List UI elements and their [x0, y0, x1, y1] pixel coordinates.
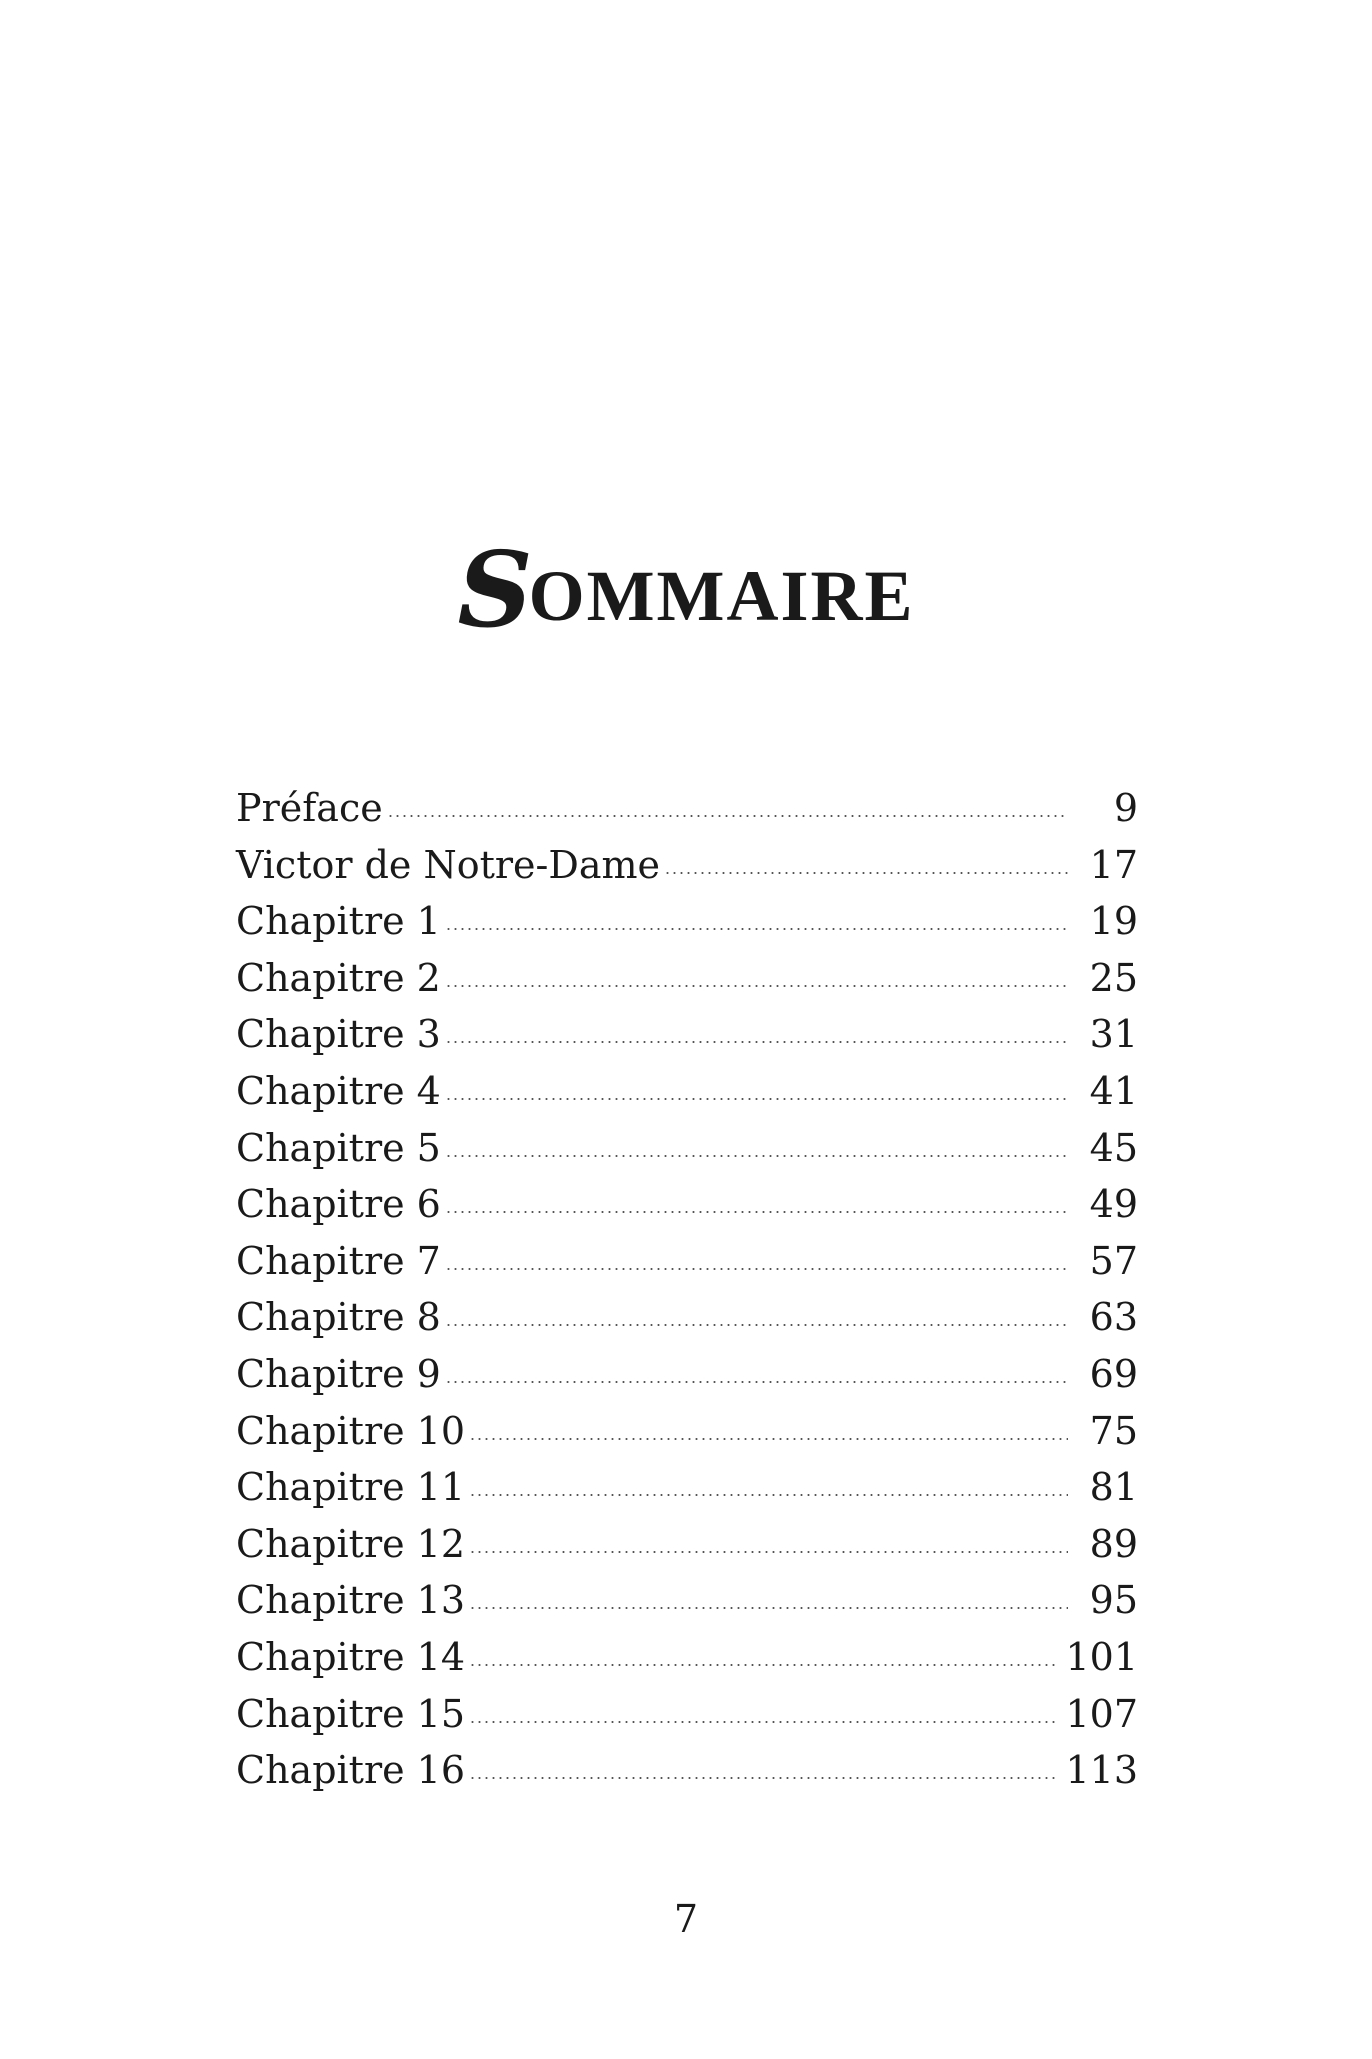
toc-entry-label: Chapitre 4: [236, 1068, 441, 1113]
dot-leader: [469, 1551, 1068, 1553]
toc-entry-page: 75: [1089, 1408, 1138, 1453]
dot-leader: [445, 1381, 1068, 1383]
toc-entry[interactable]: [236, 1686, 1138, 1743]
toc-entry[interactable]: [236, 893, 1138, 950]
toc-entry-page: 9: [1113, 786, 1138, 830]
dot-leader: [445, 1324, 1068, 1326]
dot-leader: [445, 1098, 1068, 1100]
dot-leader: [469, 1494, 1068, 1496]
dot-leader: [469, 1607, 1068, 1609]
dot-leader: [469, 1664, 1059, 1666]
dot-leader: [469, 1438, 1068, 1440]
toc-entry[interactable]: [236, 1006, 1138, 1063]
toc-entry[interactable]: [236, 780, 1138, 837]
toc-entry-page: 89: [1089, 1521, 1138, 1566]
toc-entry[interactable]: [236, 950, 1138, 1007]
toc-entry[interactable]: [236, 1233, 1138, 1290]
toc-entry[interactable]: [236, 1176, 1138, 1233]
toc-entry-page: 25: [1089, 955, 1138, 1000]
toc-entry-label: Chapitre 6: [236, 1182, 441, 1227]
dot-leader: [445, 928, 1068, 930]
toc-entry-label: Chapitre 2: [236, 955, 441, 1000]
dot-leader: [664, 872, 1068, 874]
toc-entry-label: Chapitre 8: [236, 1295, 441, 1340]
toc-entry-page: 45: [1089, 1125, 1138, 1170]
toc-entry-page: 63: [1089, 1295, 1138, 1340]
toc-entry-page: 81: [1089, 1465, 1138, 1510]
toc-entry-label: Chapitre 1: [236, 899, 441, 944]
toc-entry-page: 95: [1089, 1578, 1138, 1623]
dot-leader: [445, 1155, 1068, 1157]
dot-leader: [445, 1268, 1068, 1270]
table-of-contents: [236, 780, 1138, 1799]
toc-entry-page: 69: [1089, 1351, 1138, 1396]
title-initial: S: [457, 528, 535, 652]
toc-entry[interactable]: [236, 1572, 1138, 1629]
title-rest: OMMAIRE: [528, 556, 915, 637]
toc-entry-page: 107: [1065, 1691, 1138, 1736]
toc-entry-page: 31: [1089, 1012, 1138, 1057]
toc-entry[interactable]: [236, 1289, 1138, 1346]
toc-entry-label: Chapitre 3: [236, 1012, 441, 1057]
toc-entry-label: Préface: [236, 786, 383, 830]
toc-entry[interactable]: [236, 1516, 1138, 1573]
toc-entry-page: 49: [1089, 1182, 1138, 1227]
toc-entry-label: Chapitre 13: [236, 1578, 466, 1623]
toc-entry-page: 113: [1065, 1748, 1138, 1793]
dot-leader: [469, 1777, 1059, 1779]
toc-entry[interactable]: [236, 1403, 1138, 1460]
toc-entry-label: Chapitre 5: [236, 1125, 441, 1170]
dot-leader: [387, 815, 1068, 817]
toc-entry-page: 19: [1089, 899, 1138, 944]
toc-entry-page: 17: [1089, 842, 1138, 887]
toc-entry[interactable]: [236, 1063, 1138, 1120]
dot-leader: [445, 985, 1068, 987]
toc-entry-label: Chapitre 12: [236, 1521, 466, 1566]
toc-entry-label: Chapitre 10: [236, 1408, 466, 1453]
toc-entry[interactable]: [236, 1459, 1138, 1516]
dot-leader: [445, 1041, 1068, 1043]
toc-entry[interactable]: [236, 1120, 1138, 1177]
toc-entry[interactable]: [236, 837, 1138, 894]
page-number: 7: [673, 1897, 699, 1941]
toc-entry[interactable]: [236, 1742, 1138, 1799]
toc-entry[interactable]: [236, 1346, 1138, 1403]
toc-entry-label: Chapitre 16: [236, 1748, 466, 1793]
toc-entry-label: Chapitre 15: [236, 1691, 466, 1736]
toc-entry-label: Victor de Notre-Dame: [236, 842, 661, 887]
toc-entry-page: 41: [1089, 1068, 1138, 1113]
dot-leader: [445, 1211, 1068, 1213]
page-title: [0, 528, 1372, 651]
toc-entry-label: Chapitre 11: [236, 1465, 466, 1510]
toc-entry-label: Chapitre 14: [236, 1634, 466, 1679]
dot-leader: [469, 1721, 1059, 1723]
toc-entry[interactable]: [236, 1629, 1138, 1686]
toc-entry-label: Chapitre 9: [236, 1351, 441, 1396]
toc-entry-page: 101: [1065, 1634, 1138, 1679]
toc-entry-page: 57: [1089, 1238, 1138, 1283]
toc-entry-label: Chapitre 7: [236, 1238, 441, 1283]
